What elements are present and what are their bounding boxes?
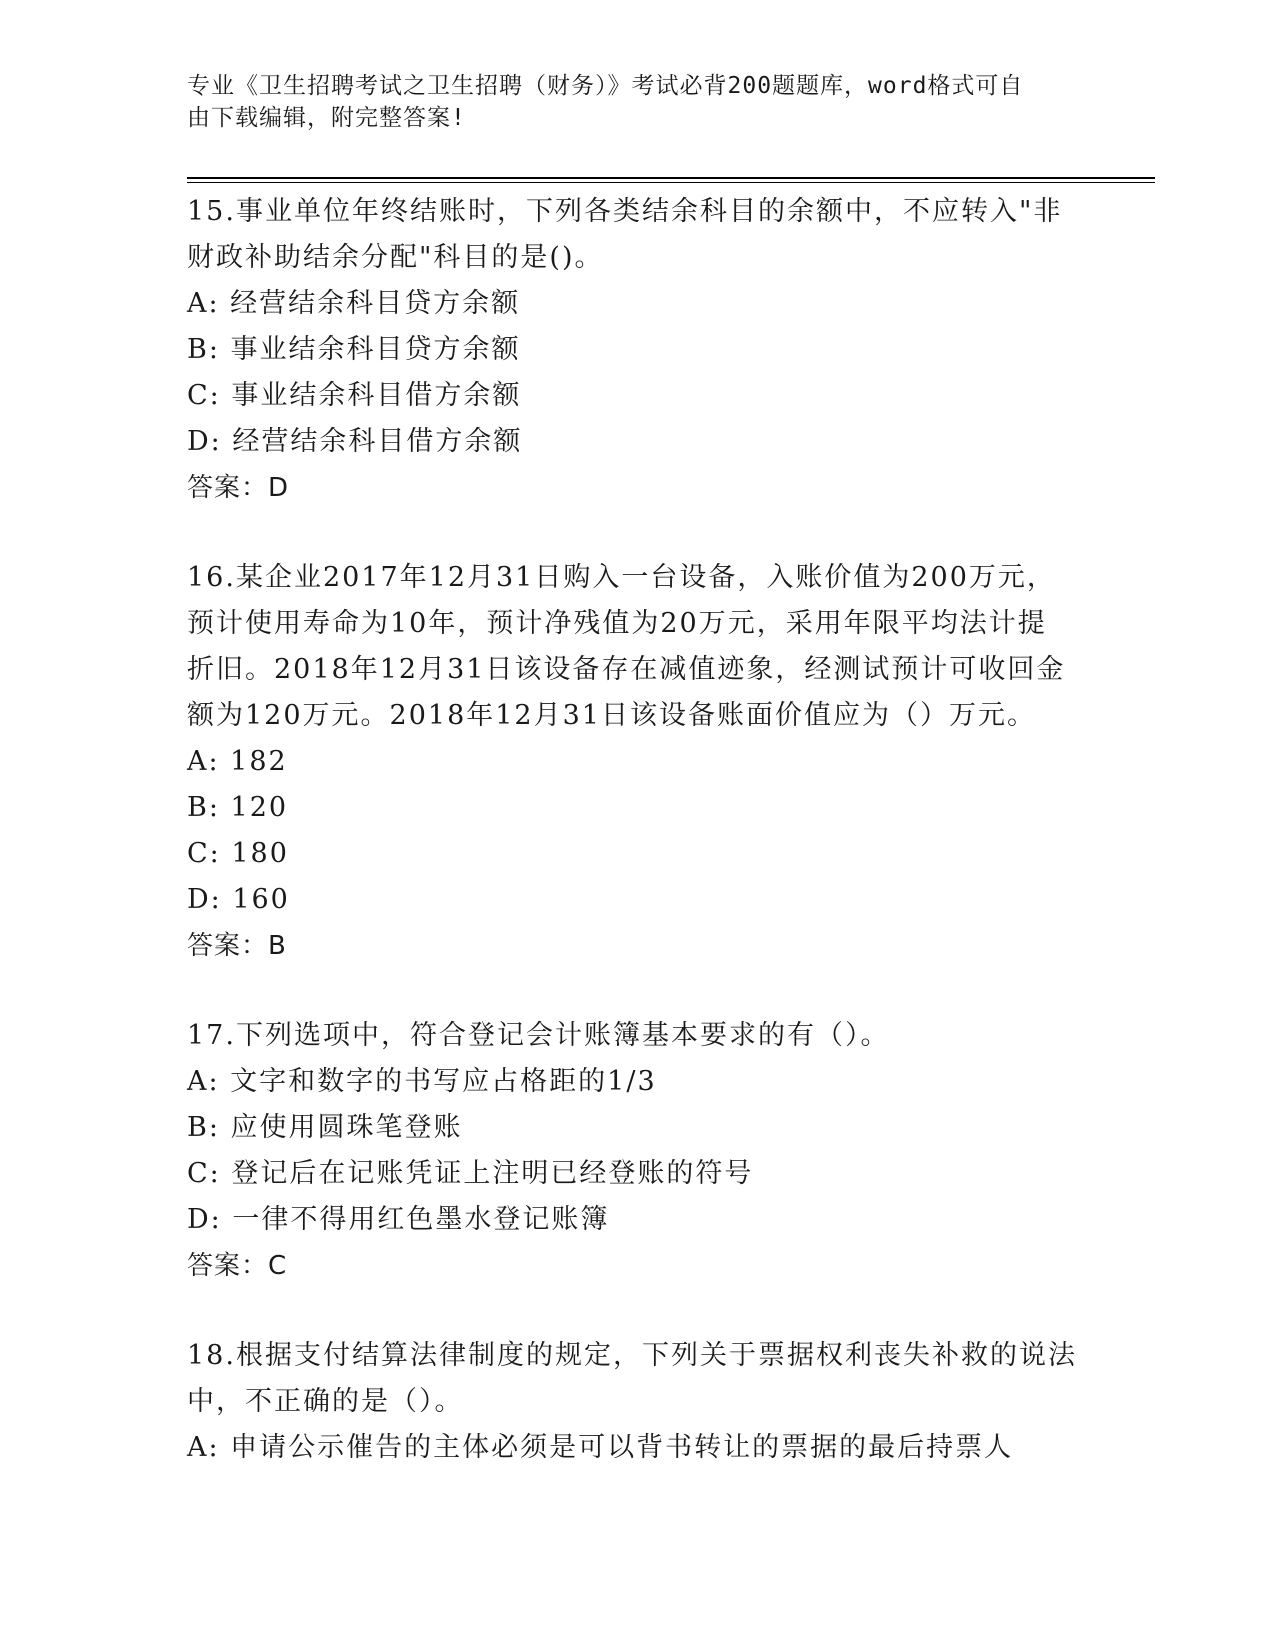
question-list xyxy=(187,189,1087,1471)
question-15-option-a: A: 经营结余科目贷方余额 xyxy=(187,288,521,319)
question-16-line-2: 预计使用寿命为10年，预计净残值为20万元，采用年限平均法计提 xyxy=(187,608,1047,639)
question-17-option-d: D: 一律不得用红色墨水登记账簿 xyxy=(187,1204,610,1235)
question-16-answer: 答案：B xyxy=(187,931,287,961)
question-16-line-1: 16.某企业2017年12月31日购入一台设备，入账价值为200万元， xyxy=(187,562,1056,593)
question-spacer xyxy=(187,1289,1087,1333)
question-16-option-b: B: 120 xyxy=(187,792,289,823)
header-rule-thick xyxy=(187,177,1155,179)
question-16-line-3: 折旧。2018年12月31日该设备存在减值迹象，经测试预计可收回金 xyxy=(187,654,1066,685)
question-16 xyxy=(187,555,1087,969)
question-17 xyxy=(187,1013,1087,1289)
question-17-option-c: C: 登记后在记账凭证上注明已经登账的符号 xyxy=(187,1158,754,1189)
question-18-line-1: 18.根据支付结算法律制度的规定，下列关于票据权利丧失补救的说法 xyxy=(187,1340,1077,1371)
question-15-answer: 答案：D xyxy=(187,473,290,503)
question-16-option-a: A: 182 xyxy=(187,746,288,777)
question-15 xyxy=(187,189,1087,511)
question-17-option-b: B: 应使用圆珠笔登账 xyxy=(187,1112,463,1143)
question-spacer xyxy=(187,511,1087,555)
question-15-line-1: 15.事业单位年终结账时，下列各类结余科目的余额中，不应转入"非 xyxy=(187,196,1063,227)
question-15-option-c: C: 事业结余科目借方余额 xyxy=(187,380,522,411)
header-line-1: 专业《卫生招聘考试之卫生招聘（财务）》考试必背200题题库，word格式可自 xyxy=(187,73,1024,99)
question-18-line-2: 中，不正确的是（）。 xyxy=(187,1386,464,1417)
question-17-option-a: A: 文字和数字的书写应占格距的1/3 xyxy=(187,1066,657,1097)
question-18 xyxy=(187,1333,1087,1471)
header-line-2: 由下载编辑，附完整答案! xyxy=(187,105,466,131)
question-16-line-4: 额为120万元。2018年12月31日该设备账面价值应为（）万元。 xyxy=(187,700,1036,731)
document-header xyxy=(187,70,1087,134)
question-17-answer: 答案：C xyxy=(187,1251,288,1281)
question-15-option-d: D: 经营结余科目借方余额 xyxy=(187,426,523,457)
question-15-option-b: B: 事业结余科目贷方余额 xyxy=(187,334,521,365)
question-18-option-a: A: 申请公示催告的主体必须是可以背书转让的票据的最后持票人 xyxy=(187,1432,1014,1463)
header-rule-thin xyxy=(187,182,1155,183)
question-15-line-2: 财政补助结余分配"科目的是()。 xyxy=(187,242,604,273)
question-16-option-d: D: 160 xyxy=(187,884,290,915)
question-spacer xyxy=(187,969,1087,1013)
question-16-option-c: C: 180 xyxy=(187,838,289,869)
question-17-line-1: 17.下列选项中，符合登记会计账簿基本要求的有（）。 xyxy=(187,1020,890,1051)
